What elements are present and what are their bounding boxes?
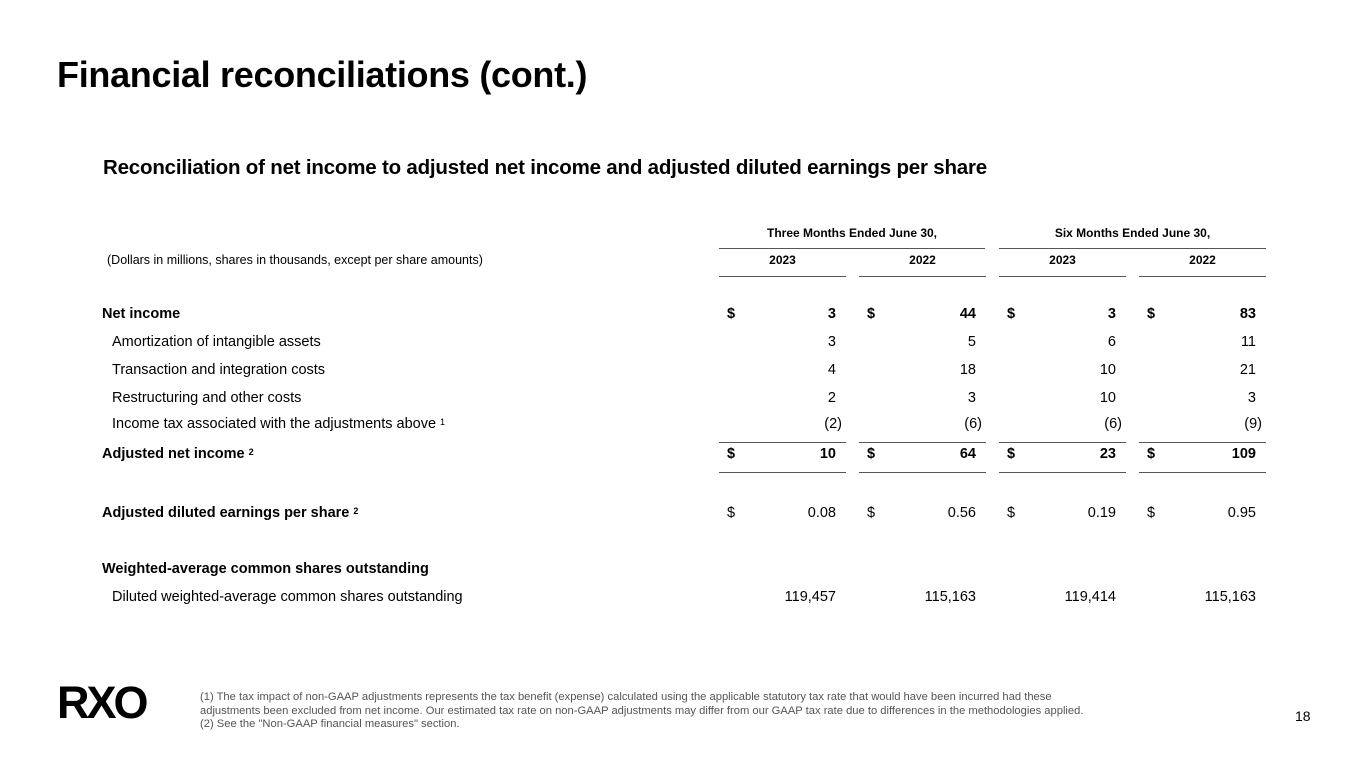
year-rule	[859, 276, 986, 277]
row-label: Diluted weighted-average common shares outstanding	[112, 589, 463, 605]
cell-value: 115,163	[1204, 589, 1256, 605]
row-label	[112, 416, 445, 432]
year-rule	[999, 276, 1126, 277]
cell-value: 0.08	[807, 505, 836, 521]
total-rule	[719, 472, 846, 473]
row-label	[102, 505, 358, 521]
table-row-diluted-shares	[0, 589, 1365, 611]
cell-value: 21	[1239, 362, 1256, 378]
row-label-text: Adjusted net income	[102, 446, 245, 462]
row-label	[102, 446, 254, 462]
cell-value: (6)	[964, 416, 982, 432]
currency-symbol: $	[727, 446, 736, 462]
currency-symbol: $	[727, 505, 736, 521]
group-header-six-months: Six Months Ended June 30,	[1054, 226, 1211, 240]
cell-value: 109	[1231, 446, 1256, 462]
row-label: Net income	[102, 306, 181, 322]
footnote-ref: 2	[353, 506, 359, 516]
currency-symbol: $	[1007, 446, 1016, 462]
table-row-amortization	[0, 334, 1365, 356]
cell-value: 119,414	[1064, 589, 1116, 605]
cell-value: 119,457	[784, 589, 836, 605]
total-rule	[859, 442, 986, 443]
currency-symbol: $	[1147, 306, 1156, 322]
page-title: Financial reconciliations (cont.)	[57, 54, 588, 95]
cell-value: 3	[967, 390, 976, 406]
cell-value: (9)	[1244, 416, 1262, 432]
footnote-ref: 2	[248, 447, 254, 457]
year-header-q-2022: 2022	[909, 253, 936, 267]
row-label: Weighted-average common shares outstanding	[102, 561, 429, 577]
cell-value: (6)	[1104, 416, 1122, 432]
logo-text: RXO	[57, 682, 146, 722]
table-row-net-income	[0, 306, 1365, 328]
table-row-transaction	[0, 362, 1365, 384]
total-rule	[1139, 472, 1266, 473]
cell-value: 83	[1239, 306, 1256, 322]
group-rule-six-months	[999, 248, 1266, 249]
footnote-line: adjustments been excluded from net income. Our estimated tax rate on non-GAAP adjustments may differ from our GAAP tax rate due to differences in the methodologies applied.	[200, 704, 1084, 717]
year-rule	[719, 276, 846, 277]
cell-value: 0.19	[1087, 505, 1116, 521]
cell-value: 23	[1099, 446, 1116, 462]
year-header-ytd-2023: 2023	[1049, 253, 1076, 267]
total-rule	[999, 442, 1126, 443]
cell-value: 3	[1107, 306, 1116, 322]
units-note: (Dollars in millions, shares in thousands, except per share amounts)	[107, 253, 483, 267]
cell-value: 64	[959, 446, 976, 462]
rxo-logo	[57, 682, 161, 722]
table-subtitle: Reconciliation of net income to adjusted net income and adjusted diluted earnings per share	[103, 156, 987, 179]
year-header-ytd-2022: 2022	[1189, 253, 1216, 267]
group-header-three-months: Three Months Ended June 30,	[766, 226, 938, 240]
cell-value: 10	[1099, 362, 1116, 378]
row-label: Amortization of intangible assets	[112, 334, 321, 350]
cell-value: (2)	[824, 416, 842, 432]
year-rule	[1139, 276, 1266, 277]
footnotes	[200, 691, 1230, 732]
cell-value: 5	[967, 334, 976, 350]
currency-symbol: $	[867, 306, 876, 322]
footnote-ref: 1	[440, 417, 446, 427]
currency-symbol: $	[1147, 505, 1156, 521]
cell-value: 6	[1107, 334, 1116, 350]
table-row-adjusted-net-income	[0, 446, 1365, 468]
total-rule	[859, 472, 986, 473]
table-row-adjusted-eps	[0, 505, 1365, 527]
row-label-text: Adjusted diluted earnings per share	[102, 505, 350, 521]
year-header-q-2023: 2023	[769, 253, 796, 267]
cell-value: 3	[827, 334, 836, 350]
currency-symbol: $	[867, 505, 876, 521]
cell-value: 2	[827, 390, 836, 406]
page-number: 18	[1295, 708, 1311, 724]
total-rule	[719, 442, 846, 443]
currency-symbol: $	[1147, 446, 1156, 462]
currency-symbol: $	[1007, 505, 1016, 521]
group-rule-three-months	[719, 248, 985, 249]
cell-value: 4	[827, 362, 836, 378]
row-label: Transaction and integration costs	[112, 362, 326, 378]
currency-symbol: $	[867, 446, 876, 462]
footnote-line: (1) The tax impact of non-GAAP adjustments represents the tax benefit (expense) calculated using the applicable statutory tax rate that would have been incurred had these	[200, 691, 1052, 703]
footnote-line: (2) See the "Non-GAAP financial measures" section.	[200, 718, 460, 730]
cell-value: 3	[1247, 390, 1256, 406]
cell-value: 44	[959, 306, 976, 322]
row-label: Restructuring and other costs	[112, 390, 302, 406]
cell-value: 0.56	[947, 505, 976, 521]
table-row-weighted-header	[0, 561, 1365, 583]
total-rule	[1139, 442, 1266, 443]
currency-symbol: $	[1007, 306, 1016, 322]
currency-symbol: $	[727, 306, 736, 322]
cell-value: 18	[959, 362, 976, 378]
cell-value: 0.95	[1227, 505, 1256, 521]
total-rule	[999, 472, 1126, 473]
row-label-text: Income tax associated with the adjustments above	[112, 416, 437, 432]
cell-value: 115,163	[924, 589, 976, 605]
table-row-restructuring	[0, 390, 1365, 412]
cell-value: 11	[1240, 334, 1256, 350]
table-row-income-tax	[0, 416, 1365, 438]
cell-value: 3	[827, 306, 836, 322]
cell-value: 10	[1099, 390, 1116, 406]
cell-value: 10	[819, 446, 836, 462]
